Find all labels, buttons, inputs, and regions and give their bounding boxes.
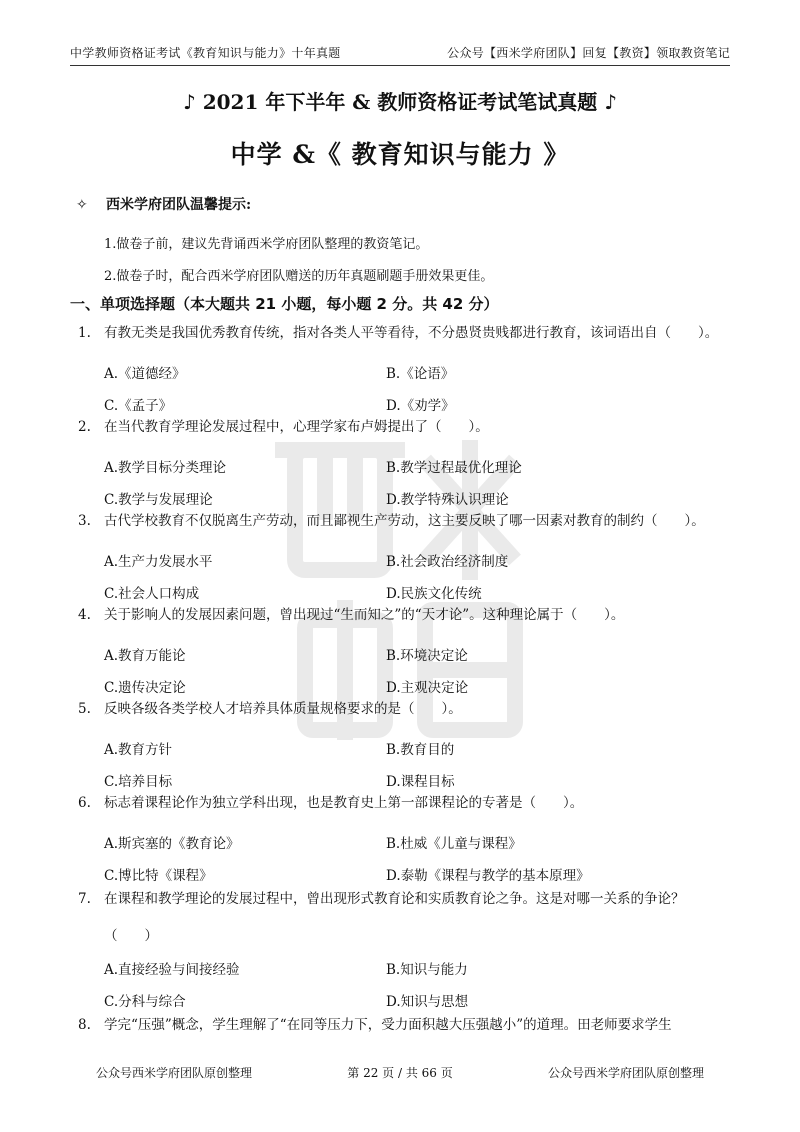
header-left-text: 中学教师资格证考试《教育知识与能力》十年真题: [70, 46, 341, 60]
option-c: C.博比特《课程》: [104, 868, 213, 884]
exam-title: ♪ 2021 年下半年 & 教师资格证考试笔试真题 ♪: [182, 90, 618, 114]
question-text: 学完“压强”概念，学生理解了“在同等压力下，受力面积越大压强越小”的道理。田老师要求学生: [104, 1017, 672, 1033]
option-b: B.环境决定论: [386, 648, 468, 664]
exam-subtitle: 中学 &《 教育知识与能力 》: [230, 140, 570, 169]
question-number: 6.: [78, 795, 91, 811]
tip-line: 2.做卷子时，配合西米学府团队赠送的历年真题刷题手册效果更佳。: [104, 269, 494, 284]
option-d: D.主观决定论: [386, 680, 469, 696]
option-b: B.杜威《儿童与课程》: [386, 836, 522, 852]
option-d: D.课程目标: [386, 774, 455, 790]
question-number: 7.: [78, 891, 91, 907]
question-number: 4.: [78, 607, 91, 623]
option-c: C.教学与发展理论: [104, 492, 213, 508]
option-c: C.《孟子》: [104, 398, 173, 414]
option-b: B.教育目的: [386, 742, 455, 758]
question-stem: [78, 884, 730, 914]
question-text: 在当代教育学理论发展过程中，心理学家布卢姆提出了（ ）。: [104, 419, 489, 435]
option-b: B.知识与能力: [386, 962, 468, 978]
section-title: 一、单项选择题（本大题共 21 小题，每小题 2 分。共 42 分）: [70, 295, 499, 313]
option-b: B.教学过程最优化理论: [386, 460, 522, 476]
question-number: 2.: [78, 419, 91, 435]
option-a: A.《道德经》: [104, 366, 186, 382]
page-number: 第 22 页 / 共 66 页: [347, 1066, 453, 1080]
tips-heading-text: 西米学府团队温馨提示:: [106, 197, 252, 213]
question-text: 关于影响人的发展因素问题，曾出现过“生而知之”的“天才论”。这种理论属于（ ）。: [104, 607, 625, 623]
option-c: C.培养目标: [104, 774, 173, 790]
answer-blank: （ ）: [104, 928, 158, 944]
question-stem: [78, 788, 730, 818]
option-a: A.教学目标分类理论: [104, 460, 227, 476]
question-number: 5.: [78, 701, 91, 717]
option-a: A.教育方针: [104, 742, 173, 758]
question-text: 在课程和教学理论的发展过程中，曾出现形式教育论和实质教育论之争。这是对哪一关系的争论？: [104, 891, 685, 907]
option-c: C.社会人口构成: [104, 586, 200, 602]
footer-left-text: 公众号西米学府团队原创整理: [96, 1066, 253, 1080]
header-right-text: 公众号【西米学府团队】回复【教资】领取教资笔记: [447, 46, 730, 60]
option-c: C.遗传决定论: [104, 680, 186, 696]
option-a: A.教育万能论: [104, 648, 186, 664]
question-stem: [78, 694, 730, 724]
question-stem: [78, 412, 730, 442]
question-number: 8.: [78, 1017, 91, 1033]
header-divider: [70, 65, 730, 66]
option-d: D.泰勒《课程与教学的基本原理》: [386, 868, 590, 884]
option-d: D.《劝学》: [386, 398, 455, 414]
option-d: D.知识与思想: [386, 994, 469, 1010]
option-b: B.社会政治经济制度: [386, 554, 509, 570]
option-a: A.斯宾塞的《教育论》: [104, 836, 240, 852]
tip-line: 1.做卷子前，建议先背诵西米学府团队整理的教资笔记。: [104, 237, 429, 252]
question-text: 标志着课程论作为独立学科出现，也是教育史上第一部课程论的专著是（ ）。: [104, 795, 584, 811]
option-a: A.生产力发展水平: [104, 554, 213, 570]
question-text: 有教无类是我国优秀教育传统，指对各类人平等看待，不分愚贤贵贱都进行教育，该词语出自（ ）。: [104, 325, 719, 341]
option-c: C.分科与综合: [104, 994, 186, 1010]
question-stem: [78, 1010, 730, 1040]
question-stem: [78, 318, 730, 348]
question-number: 1.: [78, 325, 91, 341]
question-number: 3.: [78, 513, 91, 529]
option-b: B.《论语》: [386, 366, 455, 382]
question-text: 古代学校教育不仅脱离生产劳动，而且鄙视生产劳动，这主要反映了哪一因素对教育的制约（ ）。: [104, 513, 705, 529]
option-a: A.直接经验与间接经验: [104, 962, 240, 978]
question-stem: [78, 600, 730, 630]
option-d: D.民族文化传统: [386, 586, 482, 602]
tips-heading: [76, 194, 251, 214]
question-stem: [78, 506, 730, 536]
option-d: D.教学特殊认识理论: [386, 492, 509, 508]
sparkle-icon: ✧: [76, 197, 88, 213]
footer-right-text: 公众号西米学府团队原创整理: [547, 1066, 704, 1080]
question-text: 反映各级各类学校人才培养具体质量规格要求的是（ ）。: [104, 701, 462, 717]
